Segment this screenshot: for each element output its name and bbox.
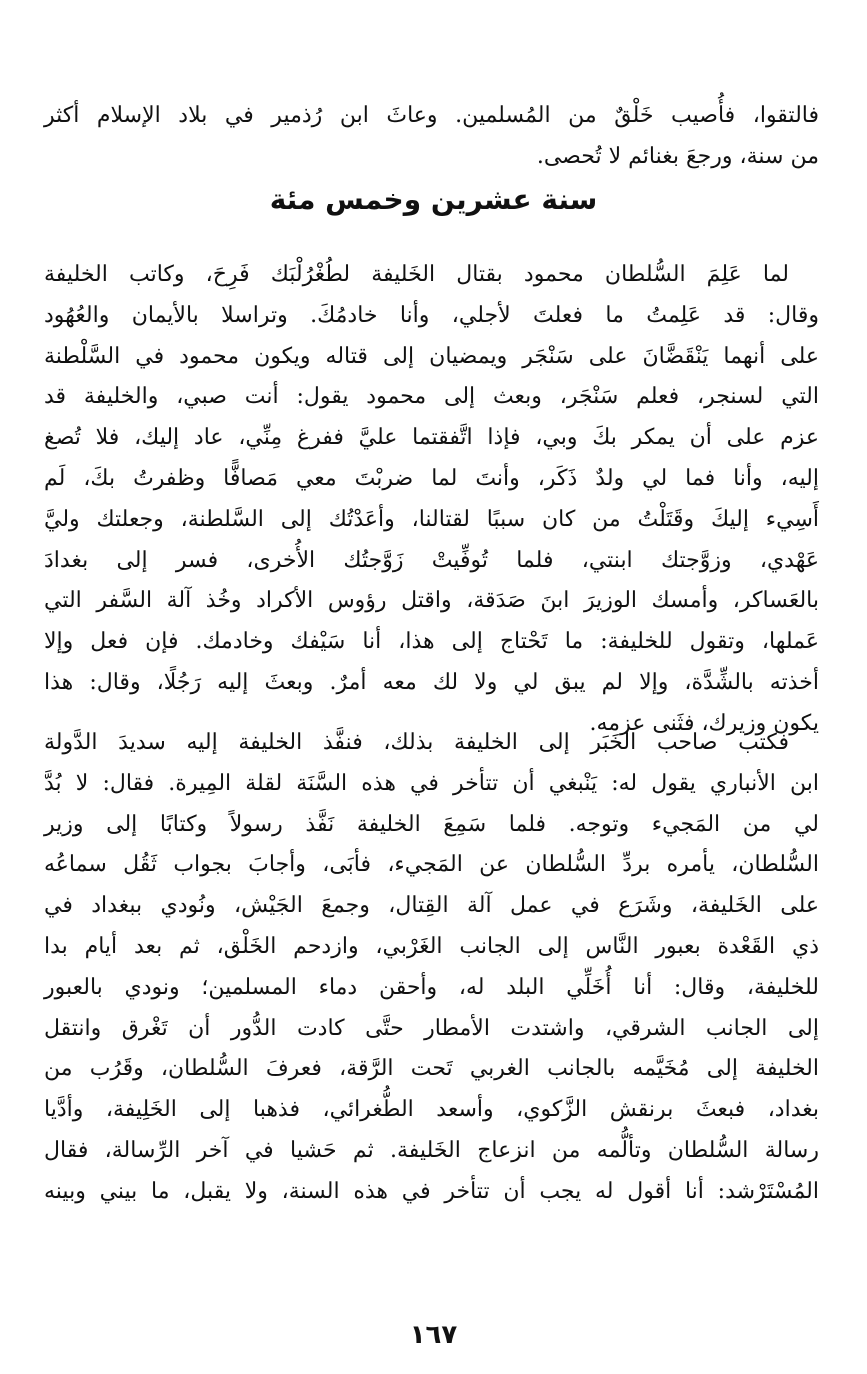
paragraph — [44, 723, 819, 1213]
text-line: إليه، وأنا فما لي ولدٌ ذَكَر، وأنتَ لما ضربْتَ معي مَصافًّا وظفرتُ بكَ، لَم — [44, 465, 819, 491]
text-line: يكون وزيرك، فثَنى عزمه. — [589, 710, 819, 736]
text-line: لي من المَجيء وتوجه. فلما سَمِعَ الخليفة نَفَّذ رسولاً وكتابًا إلى وزير — [44, 811, 819, 837]
text-line: للخليفة، وقال: أنا أُخَلِّي البلد له، وأحقن دماء المسلمين؛ ونودي بالعبور — [44, 974, 819, 1000]
section-heading: سنة عشرين وخمس مئة — [269, 183, 598, 216]
text-line: فكتب صاحب الخَبَر إلى الخليفة بذلك، فنفَّذ الخليفة إليه سديدَ الدَّولة — [44, 730, 789, 755]
text-line: على الخَليفة، وشَرَع في عمل آلة القِتال، وجمعَ الجَيْش، ونُودي ببغداد في — [44, 893, 819, 919]
text-line: على أنهما يَنْقَضَّانَ على سَنْجَر ويمضيان إلى قتاله ويكون محمود في السَّلْطنة — [44, 343, 819, 369]
text-line: ذي القَعْدة بعبور النَّاس إلى الجانب الغَرْبي، وازدحم الخَلْق، ثم بعد أيام بدا — [44, 933, 819, 959]
text-line: لما عَلِمَ السُّلطان محمود بقتال الخَليفة لطُغْرُلْبَك فَرِحَ، وكاتب الخليفة — [44, 262, 789, 287]
text-line: ابن الأنباري يقول له: يَنْبغي أن تتأخر في هذه السَّنَة لقلة المِيرة. فقال: لا بُدَّ — [44, 770, 819, 796]
text-line: عزم على أن يمكر بكَ وبي، فإذا اتَّفقتما عليَّ ففرغ مِنِّي، عاد إليك، فلا تُصغ — [44, 425, 819, 451]
text-line: بالعَساكر، وأمسك الوزيرَ ابنَ صَدَقة، واقتل رؤوس الأكراد وخُذ آلة السَّفر التي — [44, 588, 819, 614]
text-line: أخذته بالشِّدَّة، وإلا لم يبق لي ولا لك معه أمرٌ. وبعثَ إليه رَجُلًا، وقال: هذا — [44, 669, 819, 695]
text-line: من سنة، ورجعَ بغنائم لا تُحصى. — [536, 143, 819, 169]
text-line: عَهْدي، وزوَّجتك ابنتي، فلما تُوفِّيتْ زَوَّجتُك الأُخرى، فسر إلى بغدادَ — [44, 547, 819, 573]
continuation-paragraph — [44, 96, 819, 178]
page-number: ١٦٧ — [409, 1320, 458, 1350]
text-line: فالتقوا، فأُصيب خَلْقٌ من المُسلمين. وعاثَ ابن رُذمير في بلاد الإسلام أكثر — [44, 103, 819, 128]
text-line: رسالة السُّلطان وتألُّمه من انزعاج الخَليفة. ثم حَشيا في آخر الرِّسالة، فقال — [44, 1137, 819, 1163]
text-line: السُّلطان، يأمره بردِّ السُّلطان عن المَجيء، فأبَى، وأجابَ بجواب ثَقُل سماعُه — [44, 852, 819, 878]
text-line: التي لسنجر، فعلم سَنْجَر، وبعث إلى محمود يقول: أنت صبي، والخليفة قد — [44, 384, 819, 410]
text-line: أَسِيء إليكَ وقَتَلْتُ من كان سببًا لقتالنا، وأعَدْتُك إلى السَّلطنة، وجعلتك وليَّ — [44, 506, 819, 532]
text-line: المُسْتَرْشد: أنا أقول له يجب أن تتأخر في هذه السنة، ولا يقبل، ما بيني وبينه — [44, 1178, 819, 1204]
text-line: الخليفة إلى مُخَيَّمه بالجانب الغربي تَحت الرَّقة، فعرفَ السُّلطان، وقَرُب من — [44, 1056, 819, 1082]
text-line: إلى الجانب الشرقي، واشتدت الأمطار حتَّى كادت الدُّور أن تَغْرق وانتقل — [44, 1015, 819, 1041]
text-line: وقال: قد عَلِمتُ ما فعلتَ لأجلي، وأنا خادمُكَ. وتراسلا بالأيمان والعُهُود — [44, 302, 819, 328]
paragraph — [44, 255, 819, 745]
text-line: بغداد، فبعثَ برنقش الزَّكوي، وأسعد الطُّغرائي، فذهبا إلى الخَلِيفة، وأدَّيا — [44, 1097, 819, 1123]
text-line: عَملها، وتقول للخليفة: ما تَحْتاج إلى هذا، أنا سَيْفك وخادمك. فإن فعل وإلا — [44, 629, 819, 655]
